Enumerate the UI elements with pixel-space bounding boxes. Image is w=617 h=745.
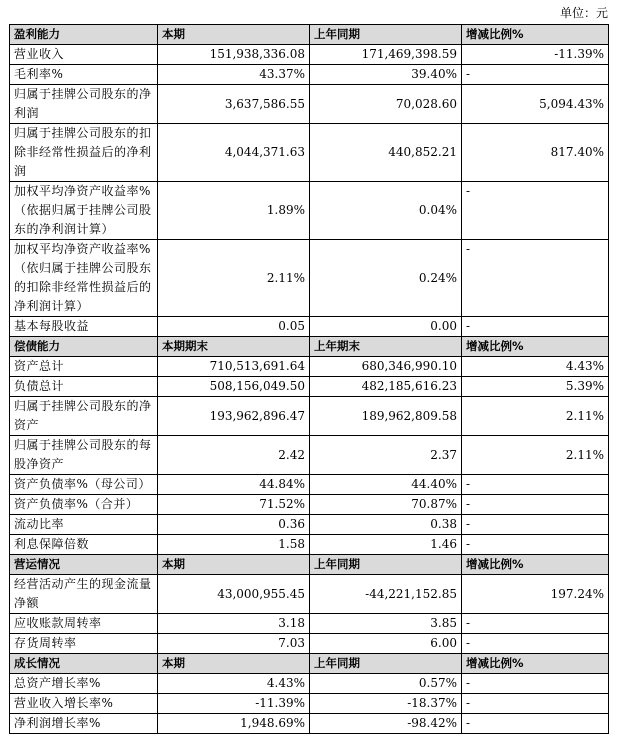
row-label: 利息保障倍数 <box>10 535 158 555</box>
row-label: 归属于挂牌公司股东的净利润 <box>10 85 158 124</box>
change-percent: - <box>462 714 609 734</box>
change-percent: - <box>462 475 609 495</box>
column-header: 增减比例% <box>462 25 609 45</box>
change-percent: - <box>462 694 609 714</box>
section-header-row <box>10 337 609 357</box>
table-row <box>10 357 609 377</box>
prior-value: 2.37 <box>310 436 462 475</box>
current-value: 1,948.69% <box>158 714 310 734</box>
row-label: 总资产增长率% <box>10 674 158 694</box>
change-percent: - <box>462 535 609 555</box>
change-percent: - <box>462 634 609 654</box>
table-row <box>10 65 609 85</box>
table-row <box>10 317 609 337</box>
column-header: 本期 <box>158 25 310 45</box>
prior-value: 0.24% <box>310 240 462 317</box>
change-percent: 4.43% <box>462 357 609 377</box>
row-label: 应收账款周转率 <box>10 614 158 634</box>
prior-value: 440,852.21 <box>310 124 462 182</box>
row-label: 加权平均净资产收益率%（依归属于挂牌公司股东的扣除非经常性损益后的净利润计算） <box>10 240 158 317</box>
table-row <box>10 694 609 714</box>
table-row <box>10 614 609 634</box>
row-label: 经营活动产生的现金流量净额 <box>10 575 158 614</box>
prior-value: -18.37% <box>310 694 462 714</box>
current-value: 3,637,586.55 <box>158 85 310 124</box>
row-label: 资产总计 <box>10 357 158 377</box>
section-header-row <box>10 654 609 674</box>
prior-value: 0.04% <box>310 182 462 240</box>
change-percent: 5.39% <box>462 377 609 397</box>
current-value: 43.37% <box>158 65 310 85</box>
change-percent: - <box>462 317 609 337</box>
change-percent: 2.11% <box>462 436 609 475</box>
row-label: 加权平均净资产收益率%（依据归属于挂牌公司股东的净利润计算） <box>10 182 158 240</box>
current-value: 3.18 <box>158 614 310 634</box>
table-row <box>10 634 609 654</box>
prior-value: 0.38 <box>310 515 462 535</box>
table-row <box>10 515 609 535</box>
column-header: 本期期末 <box>158 337 310 357</box>
table-row <box>10 495 609 515</box>
change-percent: 2.11% <box>462 397 609 436</box>
change-percent: 5,094.43% <box>462 85 609 124</box>
column-header: 本期 <box>158 654 310 674</box>
prior-value: 1.46 <box>310 535 462 555</box>
table-row <box>10 397 609 436</box>
prior-value: 6.00 <box>310 634 462 654</box>
column-header: 本期 <box>158 555 310 575</box>
table-row <box>10 85 609 124</box>
current-value: 4,044,371.63 <box>158 124 310 182</box>
table-row <box>10 377 609 397</box>
table-row <box>10 575 609 614</box>
column-header: 增减比例% <box>462 654 609 674</box>
prior-value: 0.57% <box>310 674 462 694</box>
row-label: 归属于挂牌公司股东的每股净资产 <box>10 436 158 475</box>
table-row <box>10 436 609 475</box>
row-label: 营业收入增长率% <box>10 694 158 714</box>
current-value: 7.03 <box>158 634 310 654</box>
table-row <box>10 674 609 694</box>
current-value: 710,513,691.64 <box>158 357 310 377</box>
section-title: 偿债能力 <box>10 337 158 357</box>
column-header: 上年同期 <box>310 555 462 575</box>
change-percent: - <box>462 65 609 85</box>
section-title: 盈利能力 <box>10 25 158 45</box>
change-percent: - <box>462 240 609 317</box>
current-value: 193,962,896.47 <box>158 397 310 436</box>
row-label: 毛利率% <box>10 65 158 85</box>
current-value: 1.58 <box>158 535 310 555</box>
current-value: 151,938,336.08 <box>158 45 310 65</box>
row-label: 流动比率 <box>10 515 158 535</box>
current-value: 2.11% <box>158 240 310 317</box>
financial-indicators-table <box>9 24 609 734</box>
prior-value: 680,346,990.10 <box>310 357 462 377</box>
current-value: 44.84% <box>158 475 310 495</box>
current-value: 4.43% <box>158 674 310 694</box>
row-label: 资产负债率%（合并） <box>10 495 158 515</box>
section-title: 成长情况 <box>10 654 158 674</box>
table-row <box>10 475 609 495</box>
row-label: 营业收入 <box>10 45 158 65</box>
unit-label: 单位：元 <box>559 6 608 20</box>
current-value: 1.89% <box>158 182 310 240</box>
change-percent: - <box>462 674 609 694</box>
table-row <box>10 45 609 65</box>
row-label: 资产负债率%（母公司） <box>10 475 158 495</box>
column-header: 增减比例% <box>462 555 609 575</box>
prior-value: 0.00 <box>310 317 462 337</box>
prior-value: 39.40% <box>310 65 462 85</box>
prior-value: -98.42% <box>310 714 462 734</box>
column-header: 增减比例% <box>462 337 609 357</box>
section-title: 营运情况 <box>10 555 158 575</box>
change-percent: - <box>462 515 609 535</box>
prior-value: 189,962,809.58 <box>310 397 462 436</box>
prior-value: 70,028.60 <box>310 85 462 124</box>
row-label: 存货周转率 <box>10 634 158 654</box>
column-header: 上年同期 <box>310 25 462 45</box>
column-header: 上年期末 <box>310 337 462 357</box>
table-row <box>10 535 609 555</box>
prior-value: 482,185,616.23 <box>310 377 462 397</box>
change-percent: 817.40% <box>462 124 609 182</box>
change-percent: - <box>462 495 609 515</box>
table-row <box>10 182 609 240</box>
table-row <box>10 240 609 317</box>
section-header-row <box>10 555 609 575</box>
current-value: 508,156,049.50 <box>158 377 310 397</box>
current-value: 2.42 <box>158 436 310 475</box>
row-label: 基本每股收益 <box>10 317 158 337</box>
column-header: 上年同期 <box>310 654 462 674</box>
current-value: 0.36 <box>158 515 310 535</box>
change-percent: 197.24% <box>462 575 609 614</box>
current-value: 71.52% <box>158 495 310 515</box>
table-row <box>10 124 609 182</box>
row-label: 归属于挂牌公司股东的扣除非经常性损益后的净利润 <box>10 124 158 182</box>
current-value: 0.05 <box>158 317 310 337</box>
change-percent: -11.39% <box>462 45 609 65</box>
current-value: -11.39% <box>158 694 310 714</box>
change-percent: - <box>462 614 609 634</box>
change-percent: - <box>462 182 609 240</box>
row-label: 负债总计 <box>10 377 158 397</box>
current-value: 43,000,955.45 <box>158 575 310 614</box>
table-row <box>10 714 609 734</box>
section-header-row <box>10 25 609 45</box>
prior-value: 171,469,398.59 <box>310 45 462 65</box>
prior-value: 70.87% <box>310 495 462 515</box>
prior-value: 3.85 <box>310 614 462 634</box>
prior-value: -44,221,152.85 <box>310 575 462 614</box>
prior-value: 44.40% <box>310 475 462 495</box>
row-label: 净利润增长率% <box>10 714 158 734</box>
row-label: 归属于挂牌公司股东的净资产 <box>10 397 158 436</box>
